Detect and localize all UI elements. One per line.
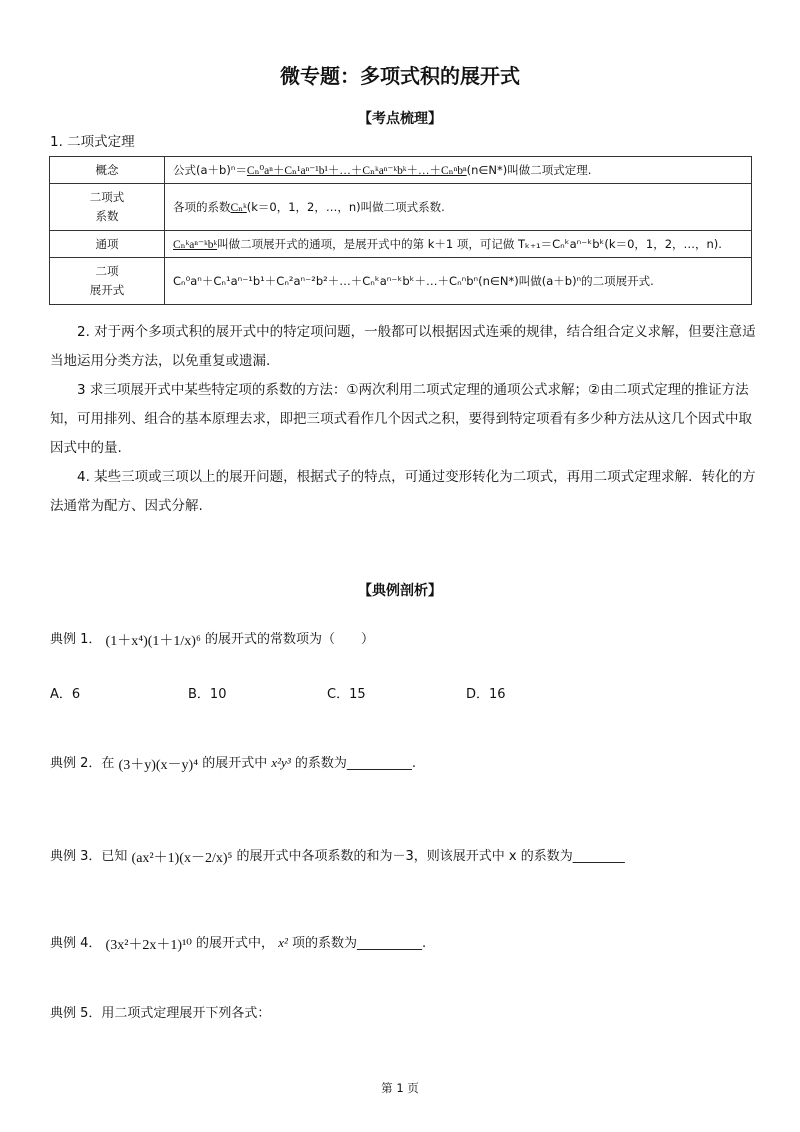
paragraph-4: 4. 某些三项或三项以上的展开问题，根据式子的特点，可通过变形转化为二项式，再用二项式定理求解．转化的方法通常为配方、因式分解. — [50, 469, 756, 514]
example-2-term: x²y³ — [271, 755, 291, 770]
section-heading-review: 【考点梳理】 — [358, 111, 442, 127]
example-1-formula: (1＋x⁴)(1＋1/x)⁶ — [105, 633, 201, 649]
example-2-formula: (3＋y)(x－y)⁴ — [118, 757, 199, 773]
binomial-theorem-table — [49, 156, 752, 305]
option-a: A．6 — [50, 687, 81, 702]
item1-heading: 1. 二项式定理 — [50, 134, 135, 150]
example-4-formula: (3x²＋2x＋1)¹⁰ — [105, 937, 192, 953]
paragraph-3: 3 求三项展开式中某些特定项的系数的方法：①两次利用二项式定理的通项公式求解；②由二项式定理的推证方法知，可用排列、组合的基本原理去求，即把三项式看作几个因式之积，要得到特定项看有多少种方法从这几个因式中取因式中的量. — [50, 382, 752, 456]
row-value: Cₙ⁰aⁿ＋Cₙ¹aⁿ⁻¹b¹＋Cₙ²aⁿ⁻²b²＋…＋Cₙᵏaⁿ⁻ᵏbᵏ＋…＋Cₙⁿbⁿ(n∈N*)叫做(a＋b)ⁿ的二项展开式. — [165, 258, 752, 305]
row-key: 二项 展开式 — [50, 258, 165, 305]
table-row — [50, 258, 752, 305]
row-value: 各项的系数Cₙᵏ(k＝0，1，2，…，n)叫做二项式系数. — [165, 184, 752, 231]
example-4-term: x² — [278, 935, 288, 950]
option-d: D．16 — [466, 687, 506, 702]
option-c: C．15 — [327, 687, 366, 702]
example-3-formula: (ax²＋1)(x－2/x)⁵ — [131, 850, 233, 866]
example-5: 典例 5．用二项式定理展开下列各式： — [50, 1006, 271, 1021]
example-1: 典例 1． (1＋x⁴)(1＋1/x)⁶ 的展开式的常数项为（ ） — [50, 628, 374, 650]
table-row — [50, 157, 752, 184]
paragraph-2: 2. 对于两个多项式积的展开式中的特定项问题，一般都可以根据因式连乘的规律，结合组合定义求解，但要注意适当地运用分类方法，以免重复或遗漏. — [50, 324, 756, 369]
option-b: B．10 — [188, 687, 227, 702]
example-4: 典例 4． (3x²＋2x＋1)¹⁰ 的展开式中， x² 项的系数为__________. — [50, 935, 427, 953]
row-key: 概念 — [50, 157, 165, 184]
row-key: 通项 — [50, 231, 165, 258]
table-row — [50, 184, 752, 231]
example-3: 典例 3．已知 (ax²＋1)(x－2/x)⁵ 的展开式中各项系数的和为－3，则该展开式中 x 的系数为________ — [50, 845, 625, 867]
table-row — [50, 231, 752, 258]
page-number: 第 1 页 — [381, 1081, 419, 1095]
row-value: Cₙᵏaⁿ⁻ᵏbᵏ叫做二项展开式的通项，是展开式中的第 k＋1 项，可记做 Tₖ₊₁＝Cₙᵏaⁿ⁻ᵏbᵏ(k＝0，1，2，…，n). — [165, 231, 752, 258]
row-value: 公式(a＋b)ⁿ＝Cₙ⁰aⁿ＋Cₙ¹aⁿ⁻¹b¹＋…＋Cₙᵏaⁿ⁻ᵏbᵏ＋…＋Cₙⁿbⁿ(n∈N*)叫做二项式定理. — [165, 157, 752, 184]
section-heading-examples: 【典例剖析】 — [358, 583, 442, 599]
page-title: 微专题：多项式积的展开式 — [280, 64, 520, 88]
example-2: 典例 2．在 (3＋y)(x－y)⁴ 的展开式中 x²y³ 的系数为__________. — [50, 755, 416, 773]
row-key: 二项式 系数 — [50, 184, 165, 231]
